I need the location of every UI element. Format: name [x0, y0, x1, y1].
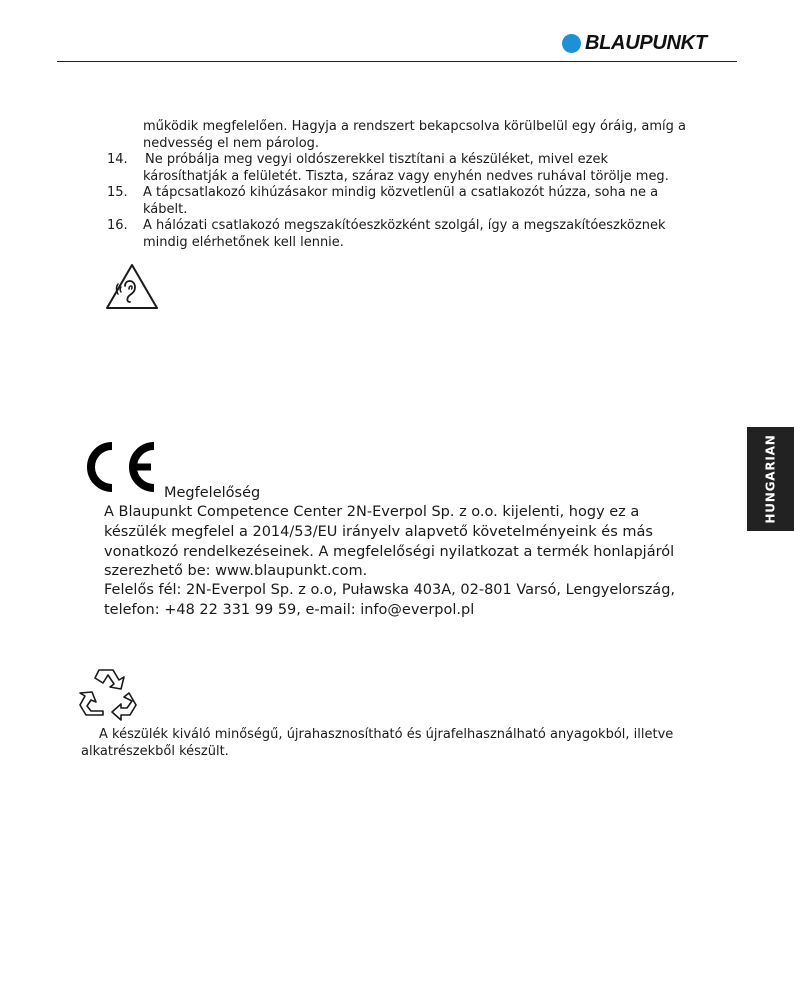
brand-dot-icon	[562, 34, 581, 53]
continuation-line: nedvesség el nem párolog.	[143, 135, 320, 151]
item-text: kábelt.	[143, 201, 188, 217]
brand-name: BLAUPUNKT	[585, 32, 707, 54]
ce-mark-icon	[82, 438, 162, 496]
conformity-line: telefon: +48 22 331 99 59, e-mail: info@everpol.pl	[104, 602, 475, 618]
recycle-line: A készülék kiváló minőségű, újrahasznosítható és újrafelhasználható anyagokból, illetve	[99, 727, 674, 742]
conformity-line: készülék megfelel a 2014/53/EU irányelv alapvető követelményeink és más	[104, 524, 653, 540]
item-text: mindig elérhetőnek kell lennie.	[143, 234, 344, 250]
brand-logo	[562, 32, 707, 55]
conformity-line: Felelős fél: 2N-Everpol Sp. z o.o, Puławska 403A, 02-801 Varsó, Lengyelország,	[104, 582, 676, 598]
header-divider	[57, 61, 737, 62]
item-text: károsíthatják a felületét. Tiszta, száraz vagy enyhén nedves ruhával törölje meg.	[143, 168, 669, 184]
item-number: 16.	[107, 218, 128, 233]
item-number: 15.	[107, 185, 128, 200]
item-number: 14.	[107, 152, 128, 167]
item-text: Ne próbálja meg vegyi oldószerekkel tisztítani a készüléket, mivel ezek	[145, 152, 608, 167]
conformity-line: vonatkozó rendelkezéseinek. A megfelelőségi nyilatkozat a termék honlapjáról	[104, 544, 675, 560]
recycle-icon	[77, 667, 139, 723]
conformity-title: Megfelelőség	[164, 485, 261, 501]
recycle-line: alkatrészekből készült.	[81, 743, 229, 759]
continuation-line: működik megfelelően. Hagyja a rendszert bekapcsolva körülbelül egy óráig, amíg a	[143, 119, 686, 134]
language-tab	[747, 427, 794, 531]
conformity-line: A Blaupunkt Competence Center 2N-Everpol Sp. z o.o. kijelenti, hogy ez a	[104, 504, 640, 520]
hearing-warning-icon	[104, 262, 160, 310]
conformity-line: szerezhető be: www.blaupunkt.com.	[104, 563, 368, 579]
language-tab-label: HUNGARIAN	[763, 434, 778, 524]
item-text: A tápcsatlakozó kihúzásakor mindig közvetlenül a csatlakozót húzza, soha ne a	[143, 185, 659, 200]
item-text: A hálózati csatlakozó megszakítóeszközként szolgál, így a megszakítóeszköznek	[143, 218, 666, 233]
